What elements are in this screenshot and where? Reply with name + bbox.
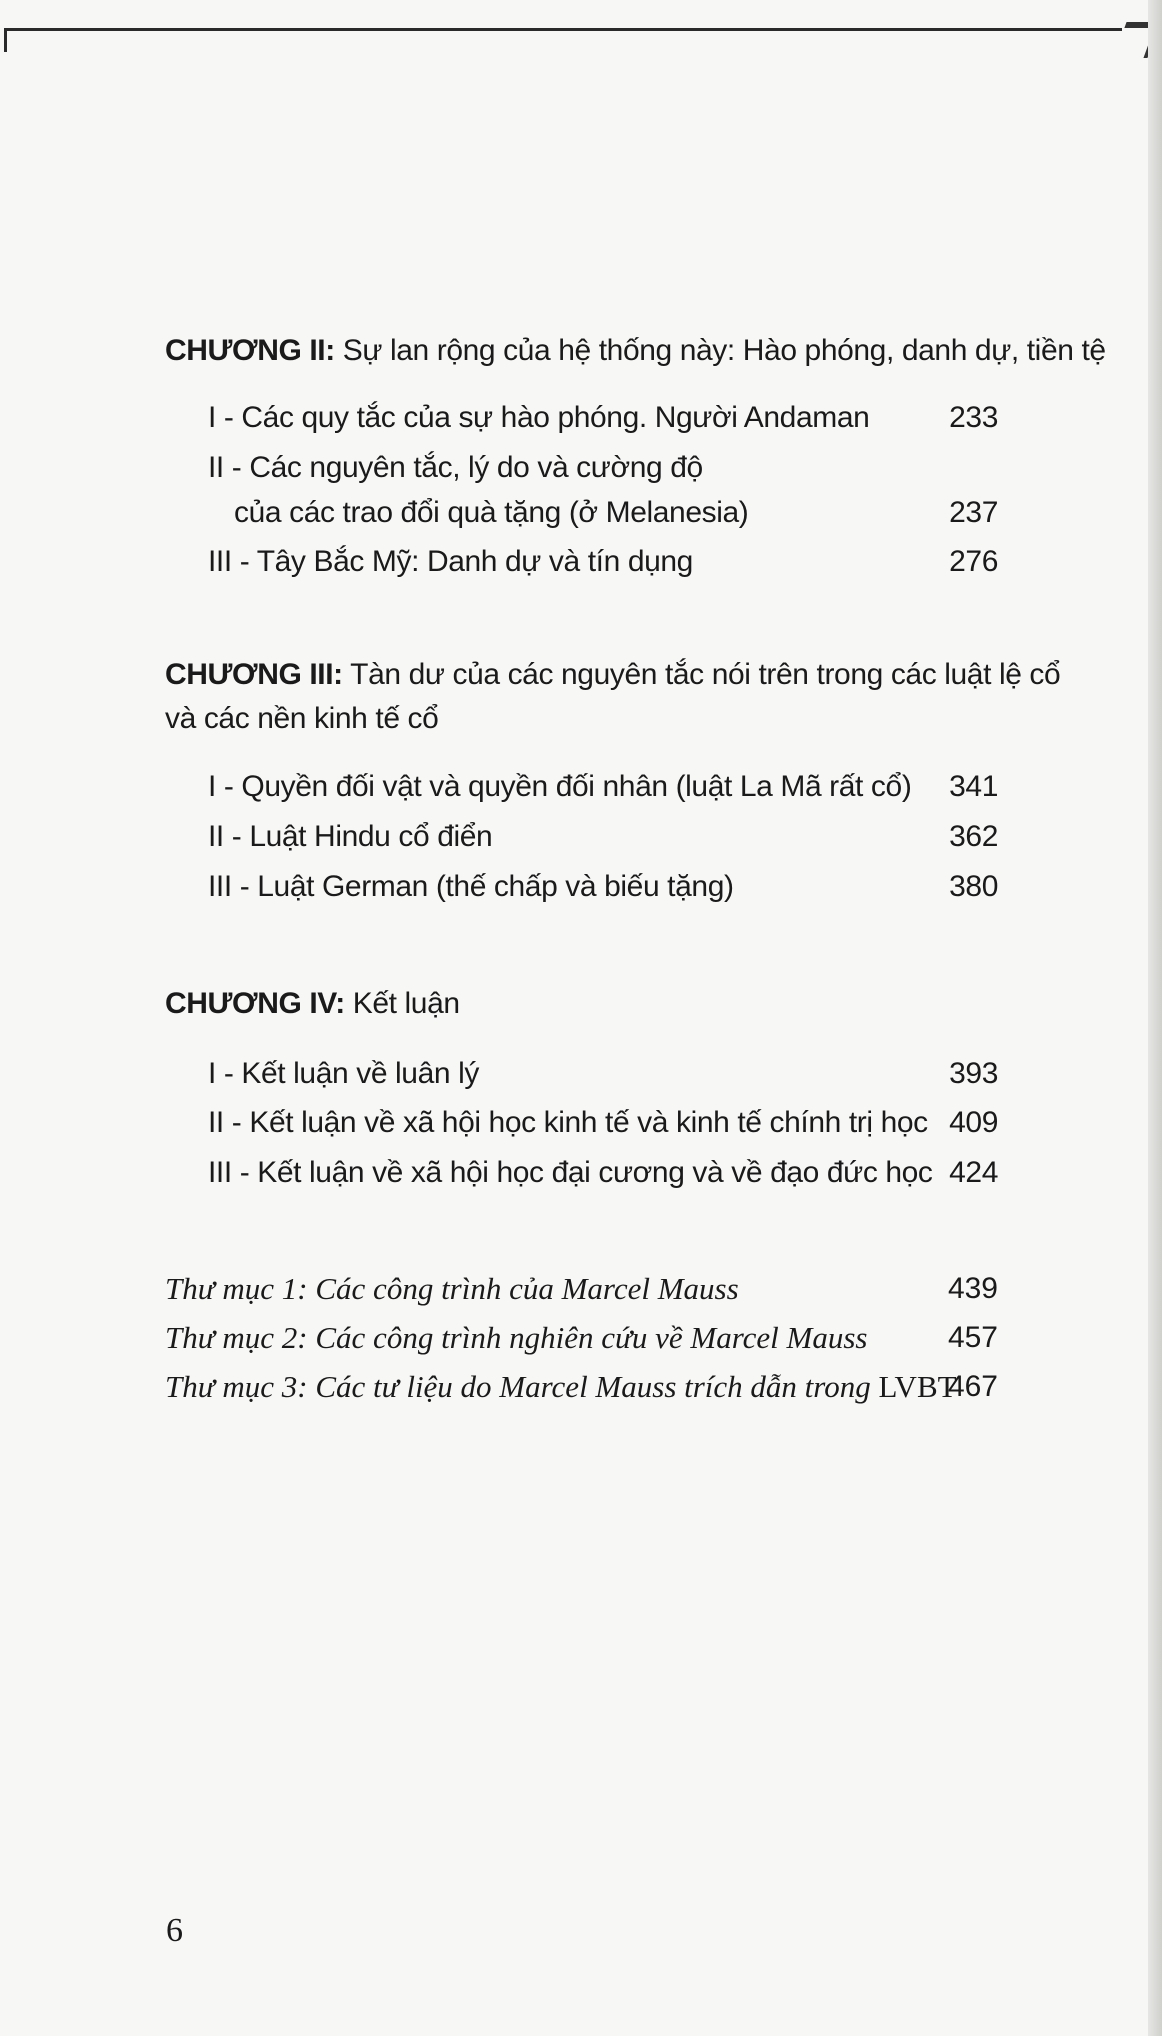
chapter-title-line2: và các nền kinh tế cổ	[165, 702, 439, 735]
toc-entry-text: III - Tây Bắc Mỹ: Danh dự và tín dụng	[208, 545, 693, 578]
toc-entry	[208, 766, 998, 808]
toc-entry-page: 276	[949, 545, 998, 578]
page-right-edge	[1148, 0, 1162, 2036]
toc-entry	[208, 541, 998, 583]
toc-entry	[208, 816, 998, 858]
chapter-heading	[165, 654, 1060, 696]
chapter-label: CHƯƠNG III:	[165, 658, 343, 691]
chapter-heading	[165, 983, 460, 1025]
toc-entry-text: I - Kết luận về luân lý	[208, 1057, 479, 1090]
toc-entry-text: I - Quyền đối vật và quyền đối nhân (luật La Mã rất cổ)	[208, 770, 912, 803]
toc-entry	[208, 447, 998, 489]
toc-entry-text: II - Luật Hindu cổ điển	[208, 820, 493, 853]
toc-entry-page: 380	[949, 870, 998, 903]
toc-entry	[208, 1152, 998, 1194]
toc-entry-page: 409	[949, 1106, 998, 1139]
toc-entry-page: 393	[949, 1057, 998, 1090]
chapter-heading	[165, 330, 1106, 372]
chapter-title: Tàn dư của các nguyên tắc nói trên trong các luật lệ cổ	[342, 658, 1061, 691]
toc-entry-text: của các trao đổi quà tặng (ở Melanesia)	[234, 496, 749, 529]
toc-entry-text: II - Các nguyên tắc, lý do và cường độ	[208, 451, 703, 484]
bibliography-text: Thư mục 2: Các công trình nghiên cứu về Marcel Mauss	[165, 1320, 868, 1355]
toc-entry-page: 424	[949, 1156, 998, 1189]
page-edge-line	[4, 28, 1122, 31]
toc-entry-text: I - Các quy tắc của sự hào phóng. Người Andaman	[208, 401, 870, 434]
bibliography-entry	[165, 1268, 998, 1310]
toc-entry-text: II - Kết luận về xã hội học kinh tế và kinh tế chính trị học	[208, 1106, 928, 1139]
chapter-heading-continued	[165, 698, 438, 740]
toc-entry	[208, 1102, 998, 1144]
chapter-label: CHƯƠNG II:	[165, 334, 335, 367]
toc-entry	[208, 866, 998, 908]
page-edge-corner	[4, 28, 7, 52]
toc-entry-text: III - Luật German (thế chấp và biếu tặng)	[208, 870, 734, 903]
toc-entry-page: 237	[949, 496, 998, 529]
chapter-label: CHƯƠNG IV:	[165, 987, 345, 1020]
bibliography-page: 457	[947, 1321, 998, 1354]
toc-entry	[208, 1053, 998, 1095]
chapter-title: Sự lan rộng của hệ thống này: Hào phóng, danh dự, tiền tệ	[334, 334, 1106, 367]
bibliography-suffix: LVBT	[878, 1369, 957, 1404]
bibliography-entry	[165, 1317, 998, 1359]
toc-entry-page: 362	[949, 820, 998, 853]
page-number: 6	[166, 1912, 183, 1949]
bibliography-text: Thư mục 1: Các công trình của Marcel Mauss	[165, 1271, 739, 1306]
bibliography-page: 467	[947, 1370, 998, 1403]
toc-entry-text: III - Kết luận về xã hội học đại cương và về đạo đức học	[208, 1156, 933, 1189]
toc-entry-page: 233	[949, 401, 998, 434]
toc-entry-page: 341	[949, 770, 998, 803]
bibliography-page: 439	[947, 1272, 998, 1305]
chapter-title: Kết luận	[344, 987, 460, 1020]
bibliography-entry	[165, 1366, 998, 1408]
toc-entry	[208, 397, 998, 439]
toc-entry	[208, 492, 998, 534]
bibliography-text: Thư mục 3: Các tư liệu do Marcel Mauss trích dẫn trong	[165, 1369, 879, 1404]
